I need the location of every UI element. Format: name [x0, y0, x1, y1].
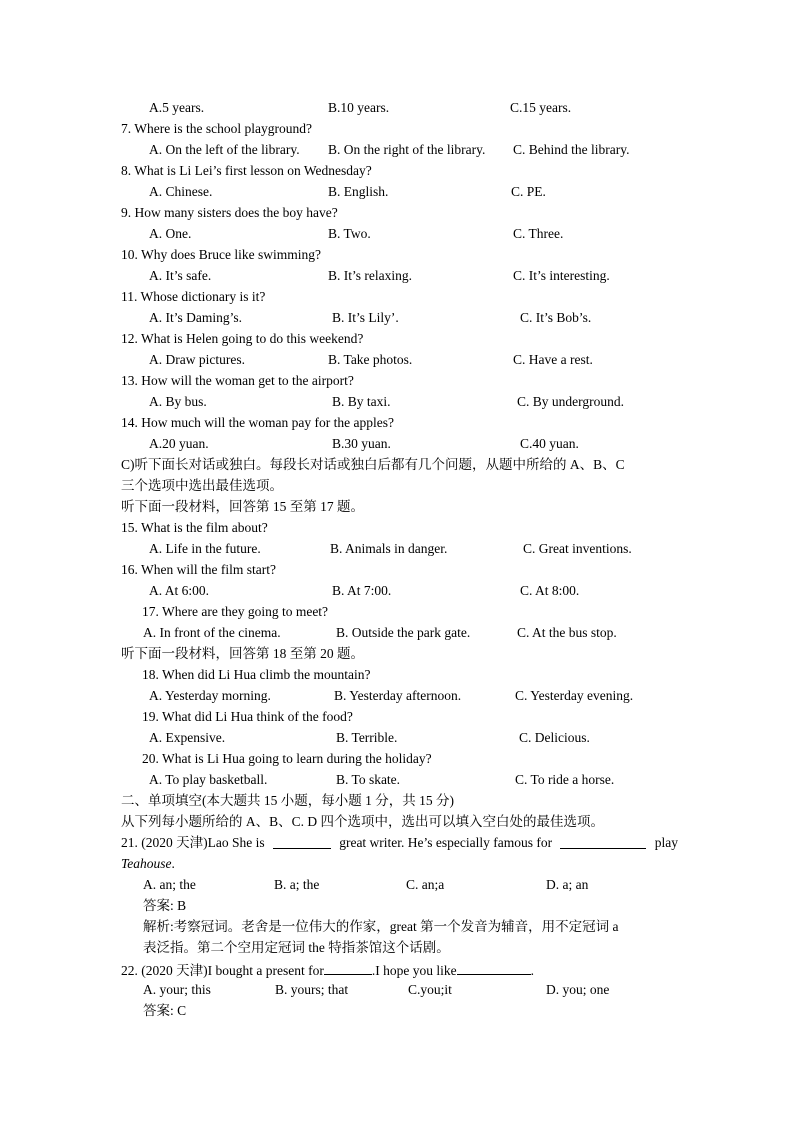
q9-option-b: B. Two.: [328, 226, 371, 241]
q22-text-part3: .: [530, 963, 534, 978]
q21-blank-1[interactable]: [273, 835, 331, 849]
q22-option-a: A. your; this: [143, 982, 211, 997]
q8-option-a: A. Chinese.: [149, 184, 213, 199]
q6-option-b: B.10 years.: [328, 100, 390, 115]
q16-option-a: A. At 6:00.: [149, 583, 210, 598]
q20-option-a: A. To play basketball.: [149, 772, 268, 787]
q18-option-b: B. Yesterday afternoon.: [334, 688, 462, 703]
question-19: 19. What did Li Hua think of the food?: [142, 709, 353, 724]
q12-option-c: C. Have a rest.: [513, 352, 593, 367]
q12-option-a: A. Draw pictures.: [149, 352, 245, 367]
q6-option-c: C.15 years.: [510, 100, 572, 115]
section-c-instruction-line1: C)听下面长对话或独白。每段长对话或独白后都有几个问题，从题中所给的 A、B、C: [121, 457, 625, 472]
q16-option-b: B. At 7:00.: [332, 583, 392, 598]
question-21-line1: [121, 835, 678, 851]
question-9: 9. How many sisters does the boy have?: [121, 205, 338, 220]
q10-option-c: C. It’s interesting.: [513, 268, 610, 283]
question-12: 12. What is Helen going to do this weekend?: [121, 331, 364, 346]
q21-text-part3: play: [654, 835, 678, 850]
q21-analysis-line2: 表泛指。第二个空用定冠词 the 特指茶馆这个话剧。: [143, 940, 450, 955]
q11-option-b: B. It’s Lily’.: [332, 310, 399, 325]
q19-option-a: A. Expensive.: [149, 730, 226, 745]
q21-blank-2[interactable]: [560, 835, 646, 849]
q8-option-b: B. English.: [328, 184, 389, 199]
q15-option-a: A. Life in the future.: [149, 541, 261, 556]
q22-text-part1: 22. (2020 天津)I bought a present for: [121, 963, 324, 978]
q21-analysis-line1: 解析:考察冠词。老舍是一位伟大的作家，great 第一个发音为辅音，用不定冠词 a: [143, 919, 619, 934]
q14-option-a: A.20 yuan.: [149, 436, 209, 451]
q9-option-a: A. One.: [149, 226, 192, 241]
part-two-instruction: 从下列每小题所给的 A、B、C. D 四个选项中，选出可以填入空白处的最佳选项。: [121, 814, 605, 829]
q22-option-c: C.you;it: [408, 982, 452, 997]
q22-blank-1[interactable]: [324, 961, 372, 975]
question-16: 16. When will the film start?: [121, 562, 276, 577]
material-1-instruction: 听下面一段材料，回答第 15 至第 17 题。: [121, 499, 364, 514]
q17-option-c: C. At the bus stop.: [517, 625, 617, 640]
question-8: 8. What is Li Lei’s first lesson on Wednesday?: [121, 163, 372, 178]
part-two-heading: 二、单项填空(本大题共 15 小题，每小题 1 分，共 15 分): [121, 793, 454, 808]
q8-option-c: C. PE.: [511, 184, 546, 199]
q21-option-c: C. an;a: [406, 877, 445, 892]
q19-option-b: B. Terrible.: [336, 730, 398, 745]
q7-option-b: B. On the right of the library.: [328, 142, 486, 157]
question-21-line2: [121, 856, 175, 872]
q13-option-b: B. By taxi.: [332, 394, 391, 409]
q21-option-d: D. a; an: [546, 877, 589, 892]
question-20: 20. What is Li Hua going to learn during the holiday?: [142, 751, 432, 766]
question-15: 15. What is the film about?: [121, 520, 268, 535]
q11-option-c: C. It’s Bob’s.: [520, 310, 592, 325]
question-13: 13. How will the woman get to the airport?: [121, 373, 354, 388]
q11-option-a: A. It’s Daming’s.: [149, 310, 242, 325]
material-2-instruction: 听下面一段材料，回答第 18 至第 20 题。: [121, 646, 364, 661]
q21-answer: 答案: B: [143, 898, 187, 913]
q10-option-a: A. It’s safe.: [149, 268, 212, 283]
question-11: 11. Whose dictionary is it?: [121, 289, 266, 304]
q21-title-teahouse: Teahouse: [121, 856, 172, 871]
q22-option-b: B. yours; that: [275, 982, 349, 997]
q6-option-a: A.5 years.: [149, 100, 205, 115]
q13-option-c: C. By underground.: [517, 394, 624, 409]
q15-option-b: B. Animals in danger.: [330, 541, 448, 556]
question-18: 18. When did Li Hua climb the mountain?: [142, 667, 371, 682]
q21-option-b: B. a; the: [274, 877, 320, 892]
q12-option-b: B. Take photos.: [328, 352, 413, 367]
q22-option-d: D. you; one: [546, 982, 610, 997]
q13-option-a: A. By bus.: [149, 394, 207, 409]
q16-option-c: C. At 8:00.: [520, 583, 580, 598]
q22-text-part2: .I hope you like: [371, 963, 457, 978]
q22-answer: 答案: C: [143, 1003, 187, 1018]
question-10: 10. Why does Bruce like swimming?: [121, 247, 321, 262]
q17-option-a: A. In front of the cinema.: [143, 625, 281, 640]
q21-option-a: A. an; the: [143, 877, 196, 892]
q18-option-a: A. Yesterday morning.: [149, 688, 271, 703]
q15-option-c: C. Great inventions.: [523, 541, 632, 556]
q17-option-b: B. Outside the park gate.: [336, 625, 471, 640]
q7-option-c: C. Behind the library.: [513, 142, 630, 157]
question-22: [121, 961, 534, 979]
q14-option-c: C.40 yuan.: [520, 436, 579, 451]
q9-option-c: C. Three.: [513, 226, 564, 241]
q10-option-b: B. It’s relaxing.: [328, 268, 412, 283]
question-17: 17. Where are they going to meet?: [142, 604, 329, 619]
q21-period: .: [171, 856, 175, 871]
question-14: 14. How much will the woman pay for the apples?: [121, 415, 394, 430]
q21-text-part1: 21. (2020 天津)Lao She is: [121, 835, 265, 850]
q14-option-b: B.30 yuan.: [332, 436, 391, 451]
question-7: 7. Where is the school playground?: [121, 121, 312, 136]
q21-text-part2: great writer. He’s especially famous for: [339, 835, 553, 850]
q20-option-b: B. To skate.: [336, 772, 401, 787]
q20-option-c: C. To ride a horse.: [515, 772, 615, 787]
q18-option-c: C. Yesterday evening.: [515, 688, 634, 703]
q22-blank-2[interactable]: [457, 961, 531, 975]
section-c-instruction-line2: 三个选项中选出最佳选项。: [121, 478, 283, 493]
q19-option-c: C. Delicious.: [519, 730, 590, 745]
q7-option-a: A. On the left of the library.: [149, 142, 300, 157]
